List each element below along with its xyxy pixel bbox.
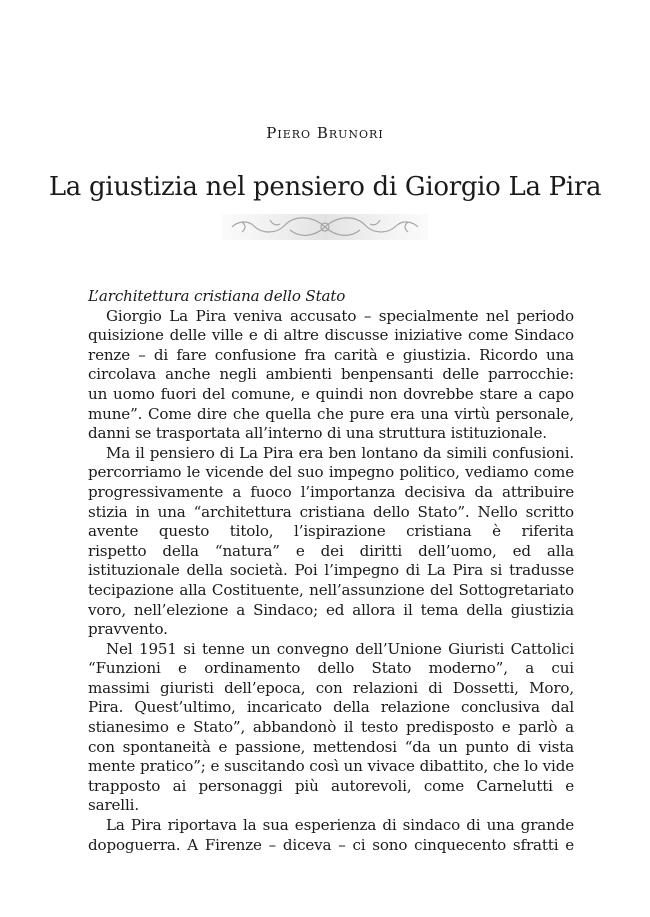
paragraph xyxy=(88,444,574,640)
text-line: con spontaneità e passione, mettendosi “da un punto di vista xyxy=(88,737,574,756)
text-line: stianesimo e Stato”, abbandonò il testo predisposto e parlò a xyxy=(88,718,574,737)
text-line: La Pira riportava la sua esperienza di sindaco di una grande xyxy=(106,816,574,835)
text-line: progressivamente a fuoco l’importanza decisiva da attribuire xyxy=(88,482,574,501)
decorative-ornament xyxy=(222,212,428,242)
text-line: renze – di fare confusione fra carità e giustizia. Ricordo una xyxy=(88,345,574,364)
paragraph xyxy=(88,816,574,855)
text-line: percorriamo le vicende del suo impegno politico, vediamo come xyxy=(88,463,574,482)
text-line: rispetto della “natura” e dei diritti dell’uomo, ed alla xyxy=(88,541,574,560)
text-line: sarelli. xyxy=(88,796,139,815)
article-body xyxy=(88,287,574,855)
text-line: quisizione delle ville e di altre discusse iniziative come Sindaco xyxy=(88,326,574,345)
text-line: massimi giuristi dell’epoca, con relazioni di Dossetti, Moro, xyxy=(88,678,574,697)
text-line: Giorgio La Pira veniva accusato – specialmente nel periodo xyxy=(106,306,574,325)
text-line: danni se trasportata all’interno di una struttura istituzionale. xyxy=(88,424,547,443)
text-line: avente questo titolo, l’ispirazione cristiana è riferita xyxy=(88,522,574,541)
text-line: istituzionale della società. Poi l’impegno di La Pira si tradusse xyxy=(88,561,574,580)
text-line: Nel 1951 si tenne un convegno dell’Unione Giuristi Cattolici xyxy=(106,639,574,658)
text-line: mente pratico”; e suscitando così un vivace dibattito, che lo vide xyxy=(88,757,574,776)
text-line: dopoguerra. A Firenze – diceva – ci sono cinquecento sfratti e xyxy=(88,835,574,854)
text-line: circolava anche negli ambienti benpensanti delle parrocchie: xyxy=(88,365,574,384)
text-line: Ma il pensiero di La Pira era ben lontano da simili confusioni. xyxy=(106,443,574,462)
text-line: Pira. Quest’ultimo, incaricato della relazione conclusiva dal xyxy=(88,698,574,717)
text-line: pravvento. xyxy=(88,620,168,639)
text-line: tecipazione alla Costituente, nell’assunzione del Sottogretariato xyxy=(88,580,574,599)
text-line: “Funzioni e ordinamento dello Stato moderno”, a cui xyxy=(88,659,574,678)
text-line: stizia in una “architettura cristiana dello Stato”. Nello scritto xyxy=(88,502,574,521)
author-name: Piero Brunori xyxy=(266,124,384,142)
text-line: mune”. Come dire che quella che pure era una virtù personale, xyxy=(88,404,574,423)
section-heading: L’architettura cristiana dello Stato xyxy=(88,287,346,305)
paragraph xyxy=(88,640,574,816)
text-line: voro, nell’elezione a Sindaco; ed allora il tema della giustizia xyxy=(88,600,574,619)
paragraph xyxy=(88,307,574,444)
text-line: trapposto ai personaggi più autorevoli, come Carnelutti e xyxy=(88,776,574,795)
text-line: un uomo fuori del comune, e quindi non dovrebbe stare a capo xyxy=(88,384,574,403)
article-title: La giustizia nel pensiero di Giorgio La Pira xyxy=(48,172,602,202)
